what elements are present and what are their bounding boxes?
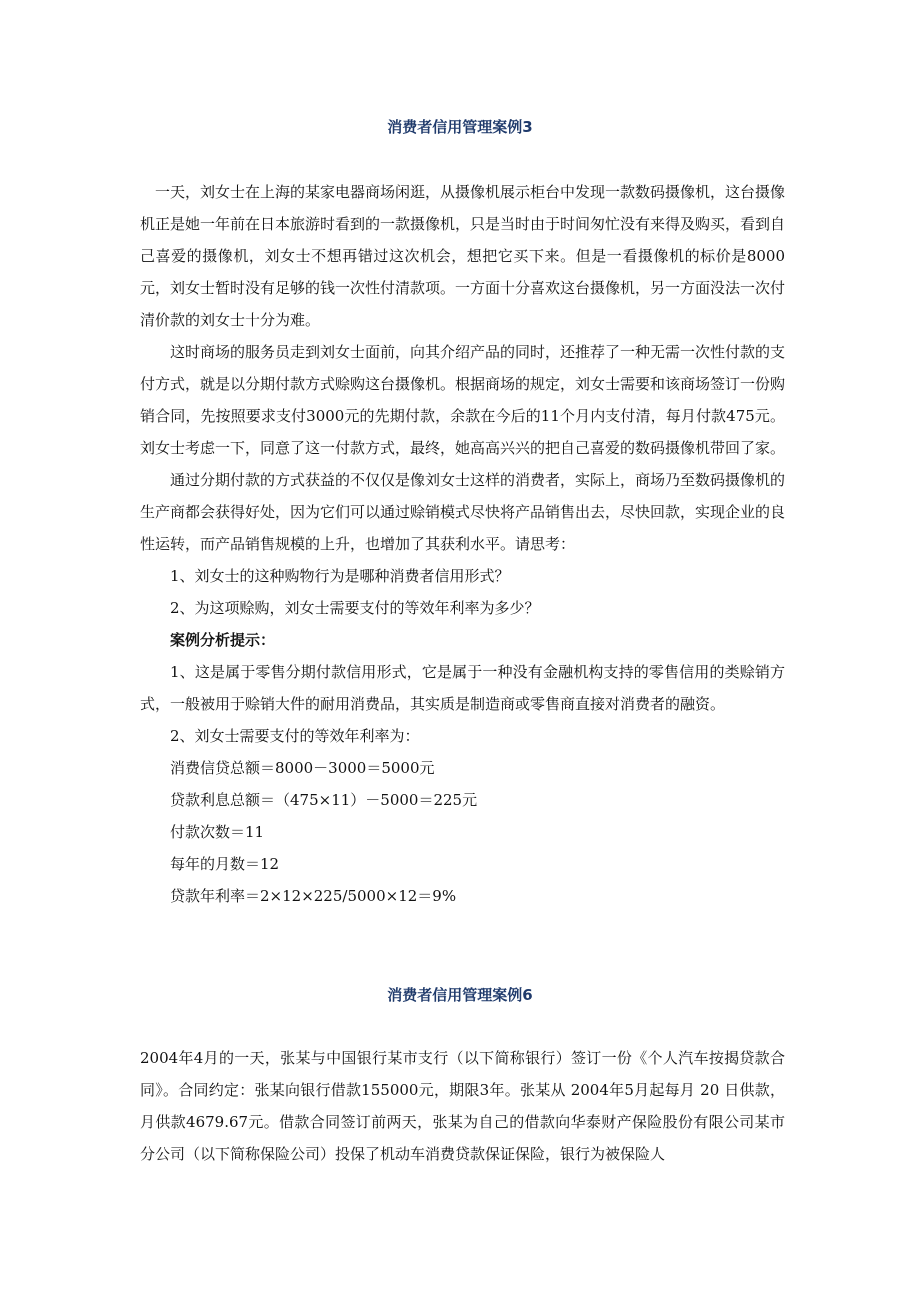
case6-paragraph-1: 2004年4月的一天，张某与中国银行某市支行（以下简称银行）签订一份《个人汽车按揭贷款合同》。合同约定：张某向银行借款155000元，期限3年。张某从 2004年5月起每月 20 日供款，月供款4679.67元。借款合同签订前两天，张某为自己的借款向华泰财产保险股份有限公司某市分公司（以下简称保险公司）投保了机动车消费贷款保证保险，银行为被保险人 bbox=[140, 1049, 785, 1163]
case6-title: 消费者信用管理案例6 bbox=[387, 986, 533, 1004]
case3-analysis-heading: 案例分析提示： bbox=[170, 631, 276, 649]
case3-formula-annual-rate: 贷款年利率＝2×12×225/5000×12＝9% bbox=[170, 887, 457, 905]
case3-question-1: 1、刘女士的这种购物行为是哪种消费者信用形式？ bbox=[170, 567, 510, 585]
case3-question-2: 2、为这项赊购，刘女士需要支付的等效年利率为多少？ bbox=[170, 599, 540, 617]
case3-formula-months-per-year: 每年的月数＝12 bbox=[170, 855, 280, 873]
case6-body bbox=[140, 1042, 785, 1170]
case3-paragraph-2: 这时商场的服务员走到刘女士面前，向其介绍产品的同时，还推荐了一种无需一次性付款的支付方式，就是以分期付款方式赊购这台摄像机。根据商场的规定，刘女士需要和该商场签订一份购销合同，先按照要求支付3000元的先期付款，余款在今后的11个月内支付清，每月付款475元。刘女士考虑一下，同意了这一付款方式，最终，她高高兴兴的把自己喜爱的数码摄像机带回了家。 bbox=[140, 343, 786, 457]
case3-formula-credit-total: 消费信贷总额＝8000－3000＝5000元 bbox=[170, 759, 435, 777]
case3-body bbox=[140, 176, 785, 912]
case3-paragraph-1: 一天，刘女士在上海的某家电器商场闲逛，从摄像机展示柜台中发现一款数码摄像机，这台摄像机正是她一年前在日本旅游时看到的一款摄像机，只是当时由于时间匆忙没有来得及购买，看到自己喜爱的摄像机，刘女士不想再错过这次机会，想把它买下来。但是一看摄像机的标价是8000元，刘女士暂时没有足够的钱一次性付清款项。一方面十分喜欢这台摄像机，另一方面没法一次付清价款的刘女士十分为难。 bbox=[140, 183, 786, 329]
case3-formula-payment-count: 付款次数＝11 bbox=[170, 823, 265, 841]
case3-answer-2: 2、刘女士需要支付的等效年利率为： bbox=[170, 727, 420, 745]
case3-answer-1: 1、这是属于零售分期付款信用形式，它是属于一种没有金融机构支持的零售信用的类赊销方式，一般被用于赊销大件的耐用消费品，其实质是制造商或零售商直接对消费者的融资。 bbox=[140, 663, 785, 713]
case3-formula-interest-total: 贷款利息总额＝（475×11）－5000＝225元 bbox=[170, 791, 478, 809]
case3-paragraph-3: 通过分期付款的方式获益的不仅仅是像刘女士这样的消费者，实际上，商场乃至数码摄像机的生产商都会获得好处，因为它们可以通过赊销模式尽快将产品销售出去，尽快回款，实现企业的良性运转，而产品销售规模的上升，也增加了其获利水平。请思考： bbox=[140, 471, 786, 553]
case3-title: 消费者信用管理案例3 bbox=[387, 118, 533, 136]
